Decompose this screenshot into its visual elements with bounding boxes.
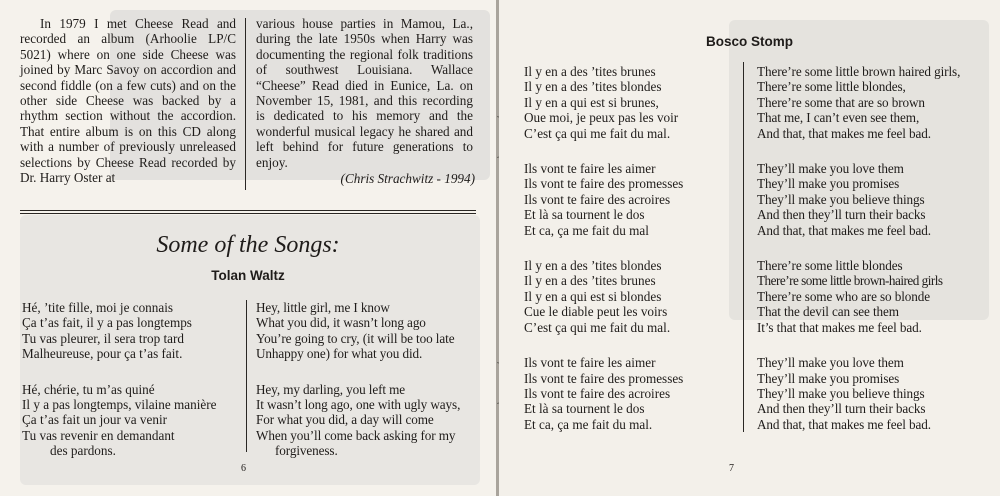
- lyric-line: Il y en a qui est si blondes: [524, 288, 662, 304]
- lyric-line: Ça t’as fait un jour va venir: [22, 412, 168, 428]
- page-number: 7: [729, 463, 734, 474]
- lyric-line: That the devil can see them: [757, 304, 899, 320]
- stanza: [757, 64, 993, 141]
- stanza: [524, 64, 734, 141]
- lyric-line: That me, I can’t even see them,: [757, 110, 920, 126]
- lyric-line: There’re some who are so blonde: [757, 288, 931, 304]
- stanza: [524, 258, 734, 335]
- stanza: [256, 382, 481, 459]
- lyric-line: It wasn’t long ago, one with ugly ways,: [256, 397, 461, 413]
- lyric-line: They’ll make you promises: [757, 176, 900, 192]
- lyric-line: There’re some little brown-haired girls: [757, 273, 943, 289]
- stanza: [524, 161, 734, 238]
- lyric-line: Et ca, ça me fait du mal.: [524, 416, 653, 432]
- lyric-line: There’re some little brown haired girls,: [757, 64, 961, 79]
- stanza: [757, 161, 993, 238]
- lyric-line: Et ca, ça me fait du mal: [524, 222, 649, 238]
- lyric-line: forgiveness.: [275, 443, 338, 459]
- lyric-line: Ils vont te faire des promesses: [524, 176, 684, 192]
- stanza: [22, 382, 242, 459]
- lyric-line: There’re some that are so brown: [757, 94, 925, 110]
- lyric-line: When you’ll come back asking for my: [256, 427, 456, 443]
- lyric-line: They’ll make you promises: [757, 370, 900, 386]
- lyric-line: And then they’ll turn their backs: [757, 207, 926, 223]
- lyric-line: And then they’ll turn their backs: [757, 401, 926, 417]
- lyric-line: What you did, it wasn’t long ago: [256, 315, 426, 331]
- lyric-line: And that, that makes me feel bad.: [757, 125, 931, 141]
- lyric-line: They’ll make you love them: [757, 355, 904, 371]
- lyric-line: Il y en a qui est si brunes,: [524, 94, 659, 110]
- lyric-line: des pardons.: [50, 443, 116, 459]
- lyric-line: Tu vas pleurer, il sera trop tard: [22, 330, 184, 346]
- lyric-line: Et là sa tournent le dos: [524, 401, 645, 417]
- lyric-line: Il y en a des ’tites blondes: [524, 79, 662, 95]
- lyrics-column-divider: [743, 62, 744, 432]
- lyric-line: Et là sa tournent le dos: [524, 207, 645, 223]
- lyric-line: Ils vont te faire des promesses: [524, 370, 684, 386]
- lyric-line: Hé, ’tite fille, moi je connais: [22, 300, 174, 315]
- lyric-line: Ils vont te faire des acroires: [524, 191, 671, 207]
- lyric-line: Il y en a des ’tites blondes: [524, 258, 662, 274]
- stanza: [256, 300, 481, 362]
- section-title: Some of the Songs:: [156, 232, 340, 258]
- lyric-line: For what you did, a day will come: [256, 412, 434, 428]
- lyric-line: They’ll make you love them: [757, 161, 904, 177]
- tolan-waltz-english-lyrics: [256, 300, 481, 479]
- lyric-line: C’est ça qui me fait du mal.: [524, 125, 671, 141]
- author-credit: (Chris Strachwitz - 1994): [340, 171, 475, 186]
- lyric-line: They’ll make you believe things: [757, 385, 925, 401]
- intro-paragraph-col2: various house parties in Mamou, La., during the late 1950s when Harry was documenting the regional folk traditions of southwest Louisiana. Wallace “Cheese” Read died in Eunice, La. on November 15, 1981, and this recording is dedicated to his memory and the wonderful musical legacy he shared and left behind for future generations to enjoy.: [256, 16, 473, 170]
- lyric-line: It’s that that makes me feel bad.: [757, 319, 922, 335]
- stanza: [22, 300, 242, 362]
- lyric-line: Unhappy one) for what you did.: [256, 346, 423, 362]
- tolan-waltz-french-lyrics: [22, 300, 242, 479]
- lyric-line: Ils vont te faire des acroires: [524, 385, 671, 401]
- bosco-stomp-french-lyrics: [524, 64, 734, 452]
- lyric-line: Hé, chérie, tu m’as quiné: [22, 381, 155, 397]
- lyric-line: And that, that makes me feel bad.: [757, 416, 931, 432]
- page-number: 6: [241, 463, 246, 474]
- stanza: [757, 258, 993, 335]
- lyric-line: Tu vas revenir en demandant: [22, 427, 175, 443]
- lyric-line: They’ll make you believe things: [757, 191, 925, 207]
- lyric-line: C’est ça qui me fait du mal.: [524, 319, 671, 335]
- lyric-line: Hey, my darling, you left me: [256, 381, 406, 397]
- lyric-line: Il y en a des ’tites brunes: [524, 64, 656, 79]
- lyric-line: Ils vont te faire les aimer: [524, 161, 656, 177]
- lyric-line: You’re going to cry, (it will be too late: [256, 330, 455, 346]
- lyric-line: And that, that makes me feel bad.: [757, 222, 931, 238]
- lyric-line: Il y a pas longtemps, vilaine manière: [22, 397, 217, 413]
- left-page: [0, 0, 496, 496]
- bosco-stomp-english-lyrics: [757, 64, 993, 452]
- lyrics-column-divider: [246, 300, 247, 452]
- column-divider: [245, 18, 246, 190]
- lyric-line: Cue le diable peut les voirs: [524, 304, 668, 320]
- lyric-line: Ça t’as fait, il y a pas longtemps: [22, 315, 192, 331]
- stanza: [524, 355, 734, 432]
- lyric-line: Hey, little girl, me I know: [256, 300, 390, 315]
- intro-paragraph-col1: In 1979 I met Cheese Read and recorded an album (Arhoolie LP/C 5021) where on one side Cheese was joined by Marc Savoy on accordion and second fiddle (on a few cuts) and on the other side Cheese was backed by a rhythm section without the accordion. That entire album is on this CD along with a number of previously unreleased selections by Cheese Read recorded by Dr. Harry Oster at: [20, 16, 236, 186]
- song-title-tolan-waltz: Tolan Waltz: [211, 268, 285, 283]
- lyric-line: Ils vont te faire les aimer: [524, 355, 656, 371]
- song-title-bosco-stomp: Bosco Stomp: [705, 34, 793, 49]
- stanza: [757, 355, 993, 432]
- right-page: [499, 0, 1000, 496]
- lyric-line: Oue moi, je peux pas les voir: [524, 110, 679, 126]
- lyric-line: There’re some little blondes,: [757, 79, 906, 95]
- lyric-line: Il y en a des ’tites brunes: [524, 273, 656, 289]
- section-divider: [20, 210, 476, 214]
- lyric-line: There’re some little blondes: [757, 258, 903, 274]
- lyric-line: Malheureuse, pour ça t’as fait.: [22, 346, 183, 362]
